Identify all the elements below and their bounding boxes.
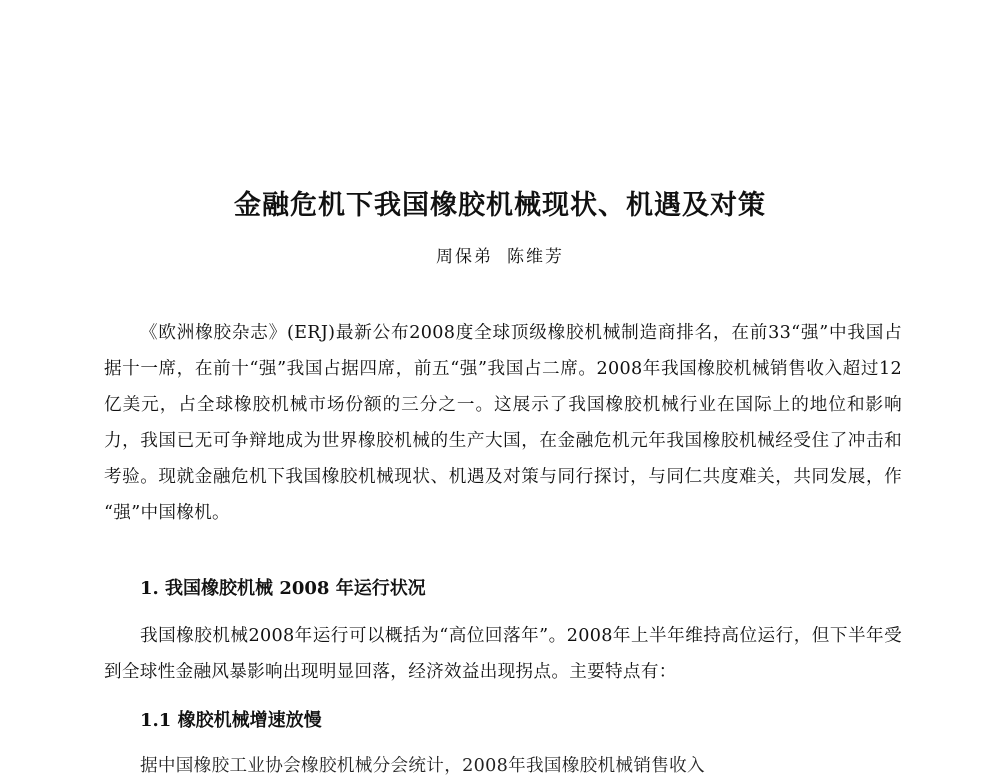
partial-paragraph: 据中国橡胶工业协会橡胶机械分会统计，2008年我国橡胶机械销售收入 bbox=[140, 756, 705, 776]
article-title: 金融危机下我国橡胶机械现状、机遇及对策 bbox=[234, 190, 766, 222]
section-heading: 1. 我国橡胶机械 2008 年运行状况 bbox=[140, 578, 426, 599]
section-paragraph: 我国橡胶机械2008年运行可以概括为“高位回落年”。2008年上半年维持高位运行，但下半年受到全球性金融风暴影响出现明显回落，经济效益出现拐点。主要特点有： bbox=[104, 626, 902, 682]
author-name: 周保弟 bbox=[436, 247, 493, 267]
author-name: 陈维芳 bbox=[507, 247, 564, 267]
author-line bbox=[0, 244, 1000, 270]
subsection-heading: 1.1 橡胶机械增速放慢 bbox=[140, 710, 322, 731]
intro-paragraph: 《欧洲橡胶杂志》(ERJ)最新公布2008度全球顶级橡胶机械制造商排名，在前33“强”中我国占据十一席，在前十“强”我国占据四席，前五“强”我国占二席。2008年我国橡胶机械销售收入超过12亿美元，占全球橡胶机械市场份额的三分之一。这展示了我国橡胶机械行业在国际上的地位和影响力，我国已无可争辩地成为世界橡胶机械的生产大国，在金融危机元年我国橡胶机械经受住了冲击和考验。现就金融危机下我国橡胶机械现状、机遇及对策与同行探讨，与同仁共度难关，共同发展，作 “强”中国橡机。 bbox=[104, 323, 902, 523]
